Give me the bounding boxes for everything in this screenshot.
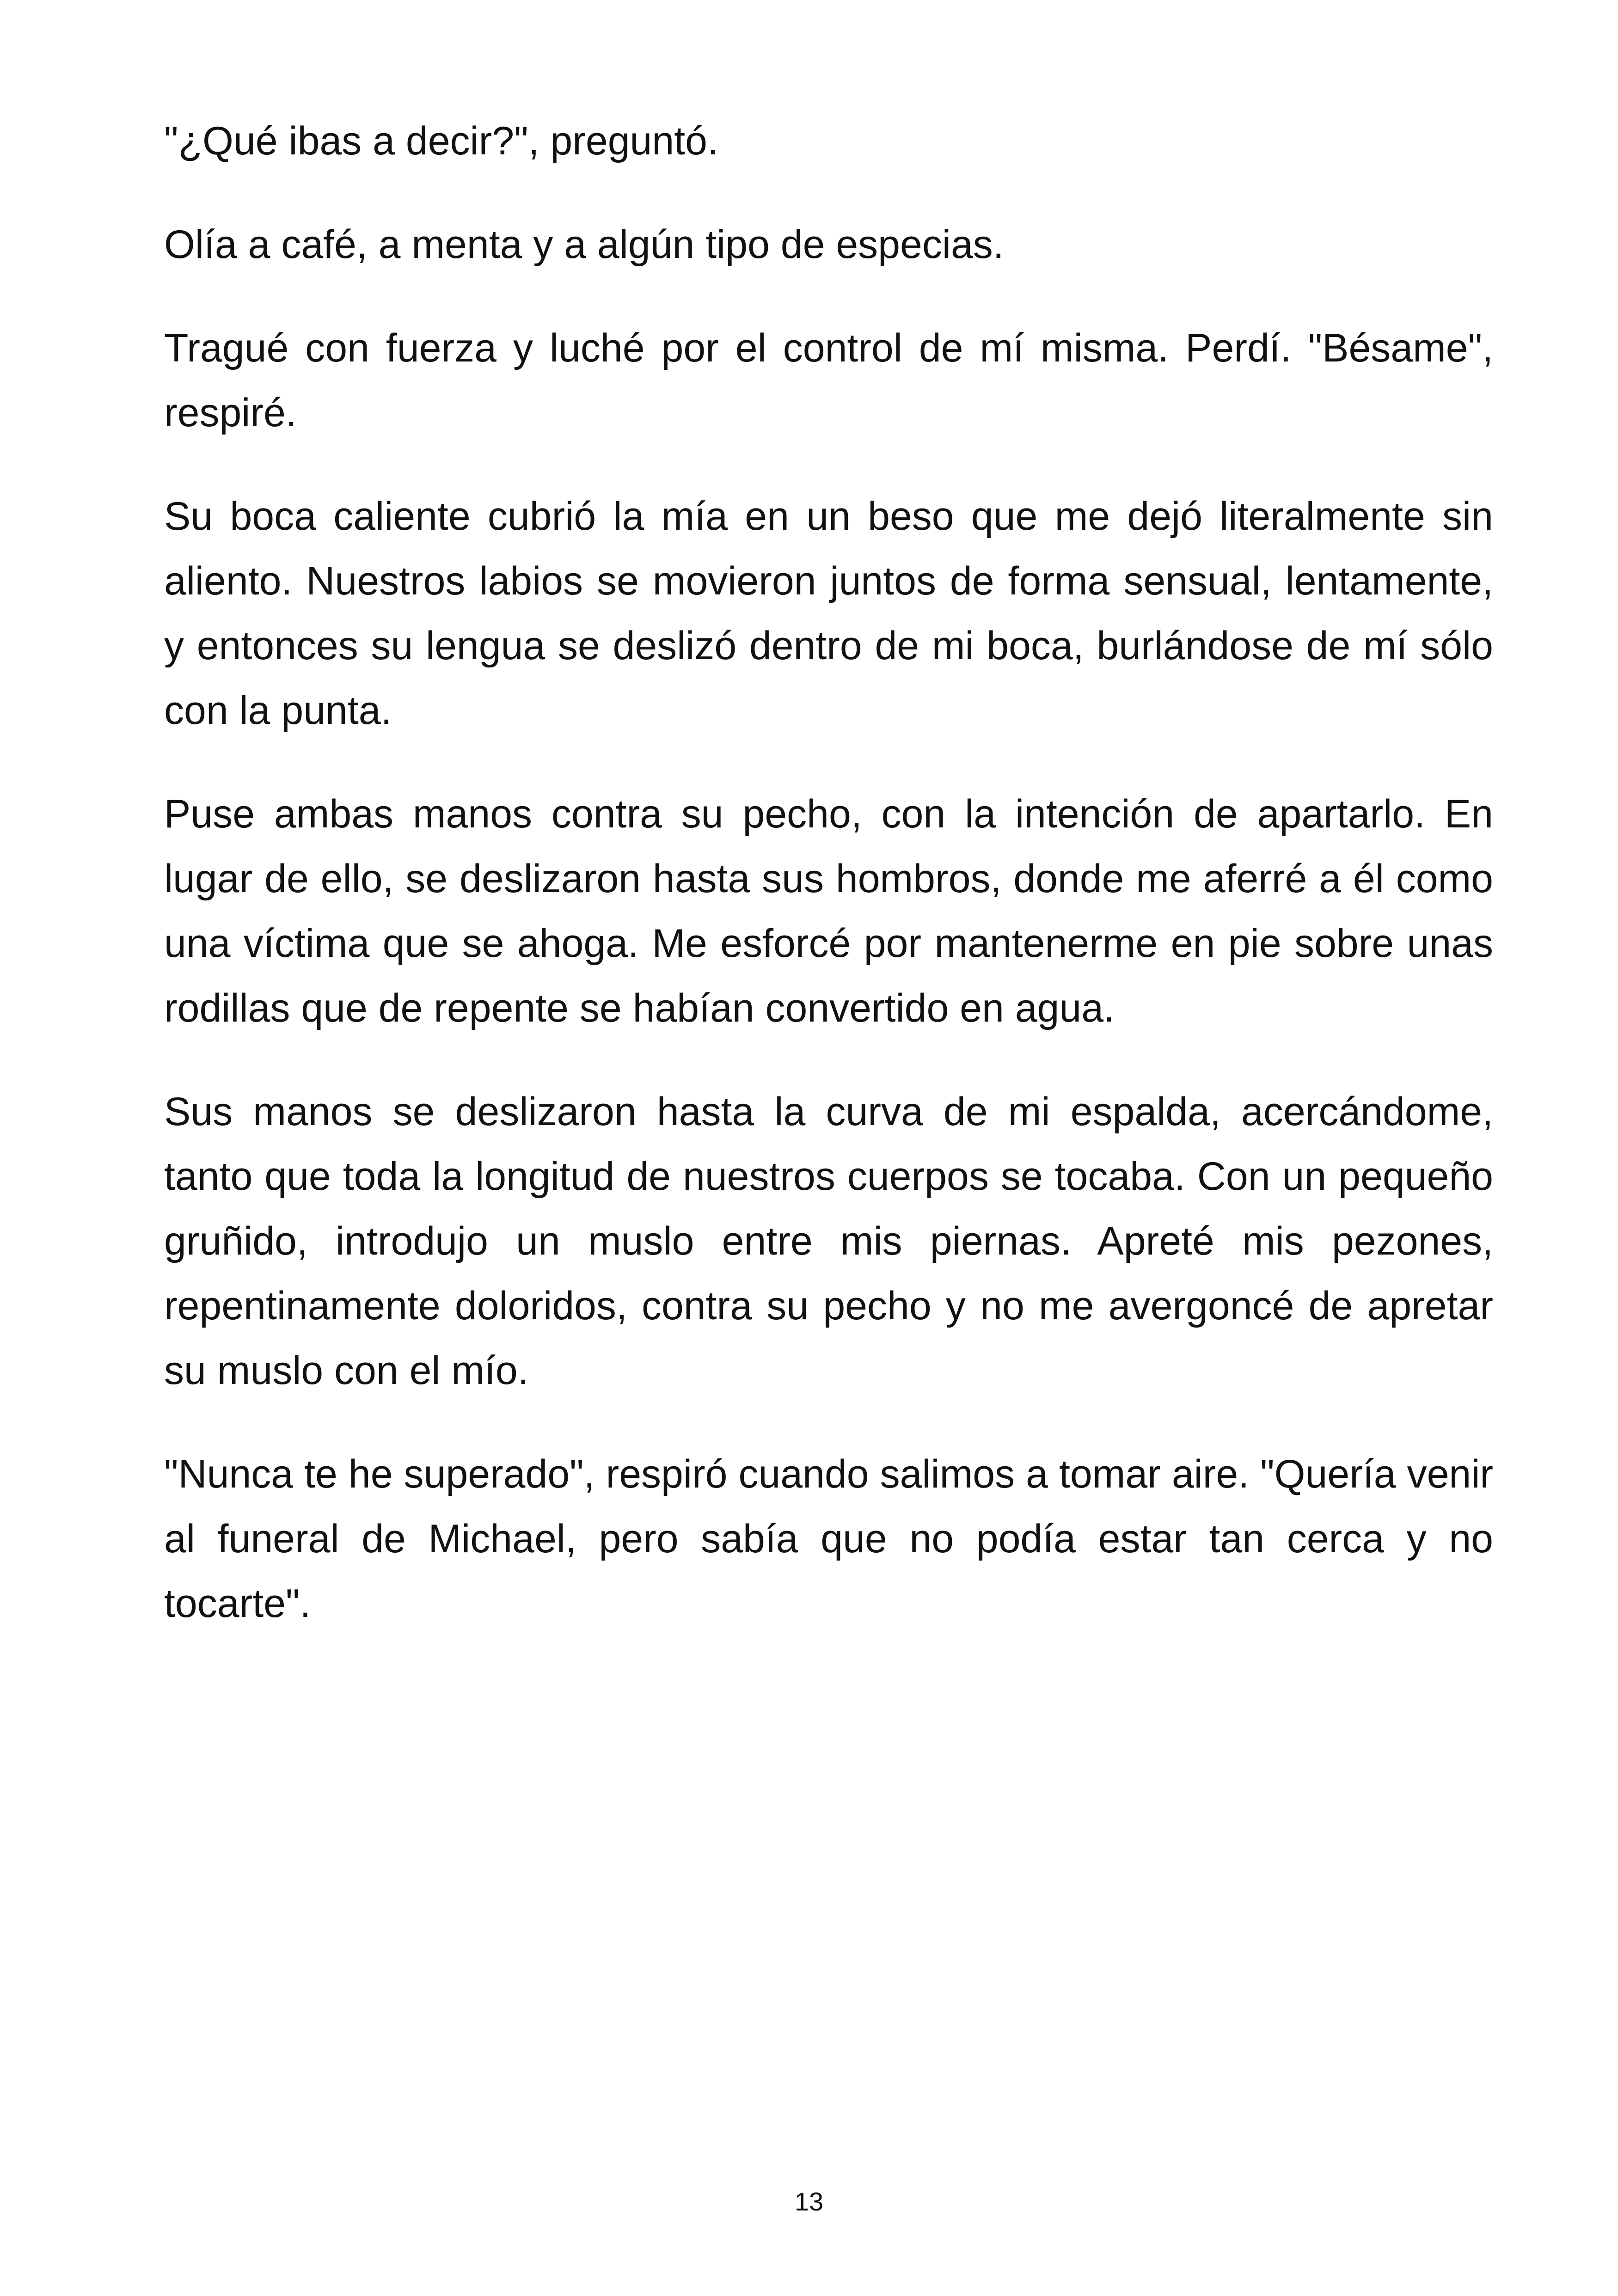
paragraph: "Nunca te he superado", respiró cuando salimos a tomar aire. "Quería venir al funeral de Michael, pero sabía que no podía estar tan cerca y no tocarte". bbox=[164, 1452, 1493, 1626]
paragraph: Tragué con fuerza y luché por el control de mí misma. Perdí. "Bésame", respiré. bbox=[164, 326, 1493, 435]
paragraph: "¿Qué ibas a decir?", preguntó. bbox=[164, 119, 718, 163]
body-text bbox=[164, 109, 1493, 1675]
paragraph: Su boca caliente cubrió la mía en un beso que me dejó literalmente sin aliento. Nuestros labios se movieron juntos de forma sensual, lentamente, y entonces su lengua se deslizó dentro de mi boca, burlándose de mí sólo con la punta. bbox=[164, 494, 1493, 733]
page-number: 13 bbox=[794, 2187, 824, 2216]
paragraph: Sus manos se deslizaron hasta la curva de mi espalda, acercándome, tanto que toda la longitud de nuestros cuerpos se tocaba. Con un pequeño gruñido, introdujo un muslo entre mis piernas. Apreté mis pezones, repentinamente doloridos, contra su pecho y no me avergoncé de apretar su muslo con el mío. bbox=[164, 1090, 1493, 1393]
paragraph: Puse ambas manos contra su pecho, con la intención de apartarlo. En lugar de ello, se deslizaron hasta sus hombros, donde me aferré a él como una víctima que se ahoga. Me esforcé por mantenerme en pie sobre unas rodillas que de repente se habían convertido en agua. bbox=[164, 792, 1493, 1030]
paragraph: Olía a café, a menta y a algún tipo de especias. bbox=[164, 222, 1004, 267]
